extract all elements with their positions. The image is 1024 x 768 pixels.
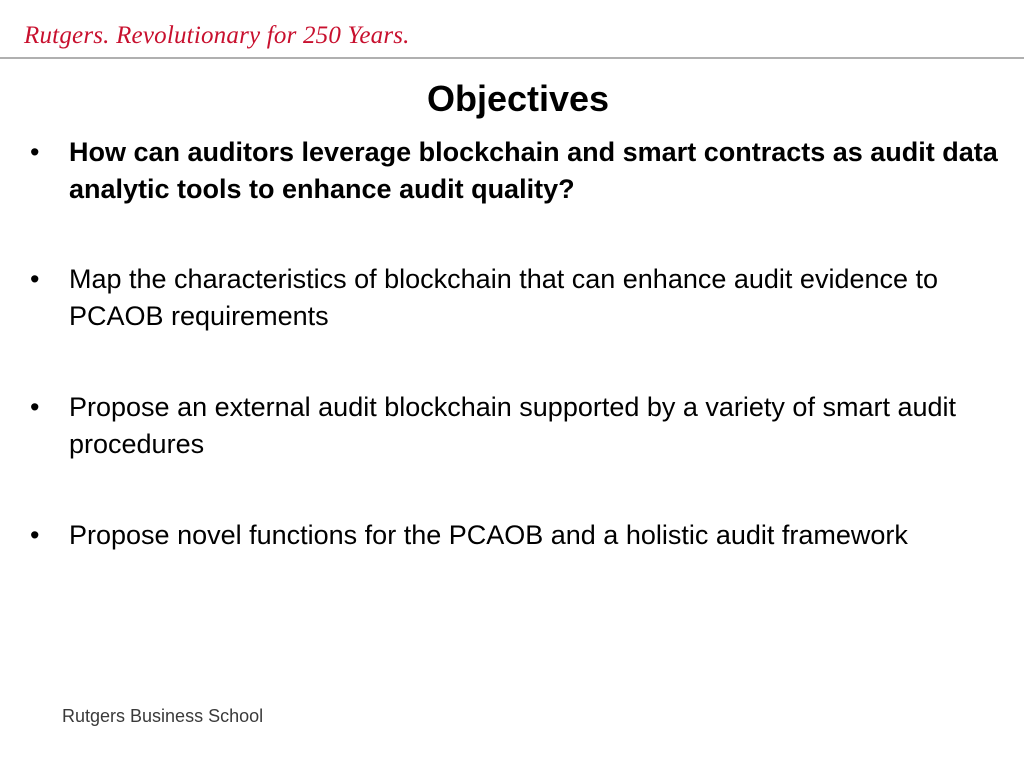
bullet-text: Propose novel functions for the PCAOB and a holistic audit framework bbox=[69, 520, 908, 550]
bullet-text: Propose an external audit blockchain supported by a variety of smart audit procedures bbox=[69, 392, 957, 459]
bullet-item bbox=[30, 261, 1000, 335]
bullet-text: Map the characteristics of blockchain that can enhance audit evidence to PCAOB requirements bbox=[69, 264, 939, 331]
bullet-text: How can auditors leverage blockchain and smart contracts as audit data analytic tools to enhance audit quality? bbox=[69, 137, 998, 204]
bullet-item bbox=[30, 389, 1000, 463]
rutgers-logo-text: Rutgers. Revolutionary for 250 Years. bbox=[24, 22, 410, 49]
bullet-marker: • bbox=[30, 520, 40, 550]
bullet-marker: • bbox=[30, 392, 40, 422]
header-divider bbox=[0, 57, 1024, 59]
bullet-item bbox=[30, 134, 1000, 208]
slide-title: Objectives bbox=[426, 78, 610, 119]
footer-text: Rutgers Business School bbox=[62, 706, 264, 726]
bullet-marker: • bbox=[30, 264, 40, 294]
bullet-marker: • bbox=[30, 137, 40, 167]
objectives-list bbox=[30, 134, 1000, 608]
bullet-item bbox=[30, 517, 1000, 554]
